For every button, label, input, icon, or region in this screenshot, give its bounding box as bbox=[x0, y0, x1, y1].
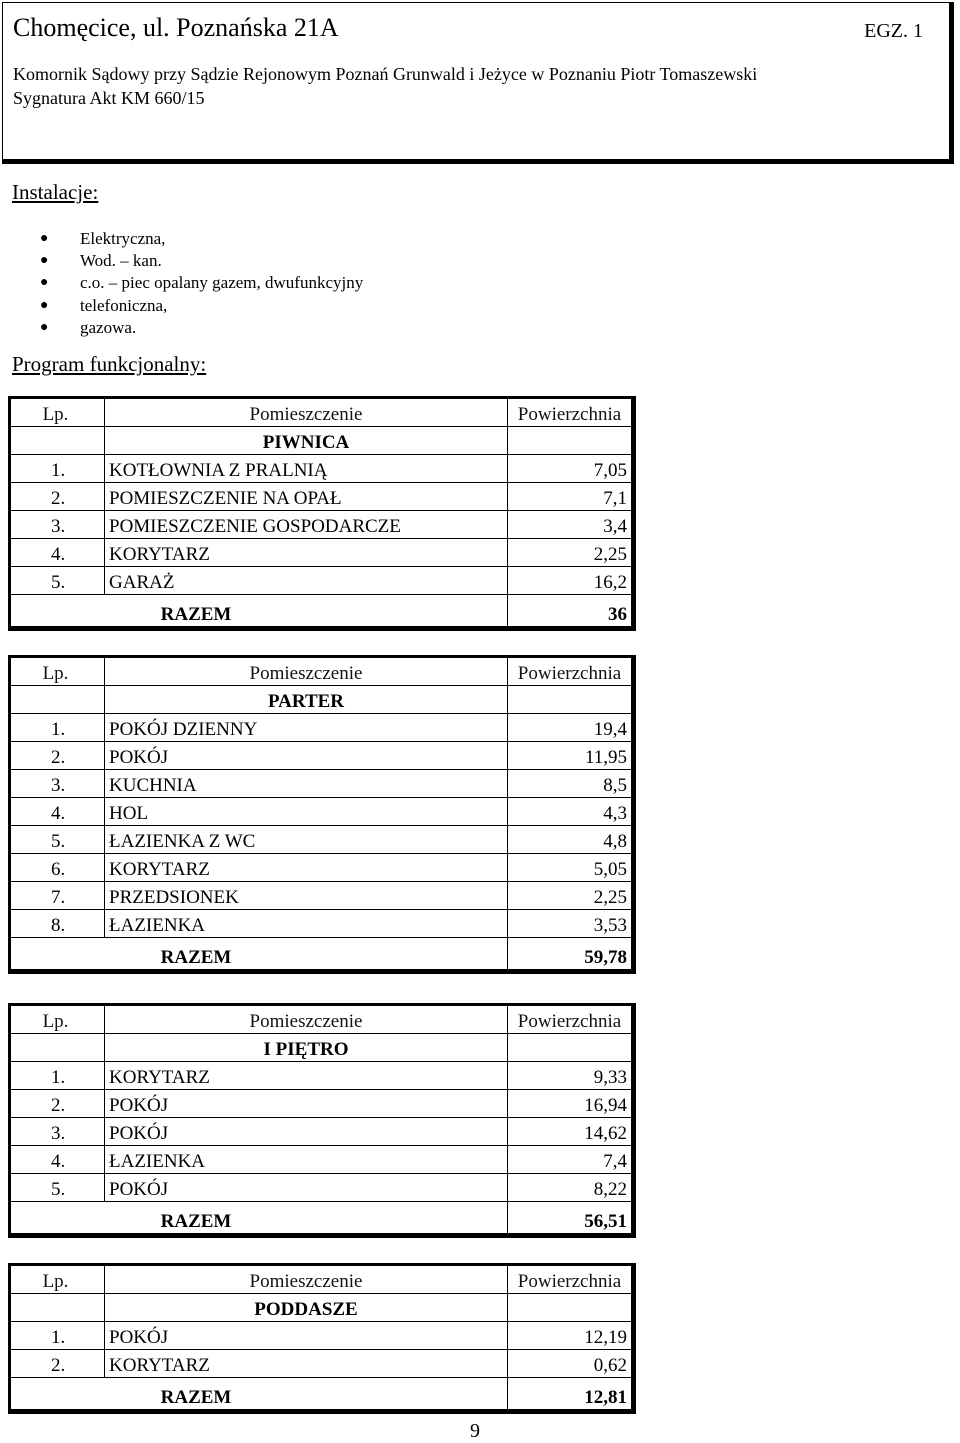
row-room: ŁAZIENKA bbox=[105, 910, 508, 938]
row-room: HOL bbox=[105, 798, 508, 826]
program-heading: Program funkcjonalny: bbox=[12, 352, 207, 376]
floor-row bbox=[11, 1294, 632, 1322]
row-lp: 1. bbox=[11, 714, 105, 742]
row-room: KOTŁOWNIA Z PRALNIĄ bbox=[105, 455, 508, 483]
row-lp: 2. bbox=[11, 483, 105, 511]
row-lp: 1. bbox=[11, 1062, 105, 1090]
floor-name: PARTER bbox=[105, 686, 508, 714]
row-area: 7,05 bbox=[508, 455, 632, 483]
row-lp: 5. bbox=[11, 567, 105, 595]
table-row bbox=[11, 1090, 632, 1118]
table-row bbox=[11, 511, 632, 539]
total-label: RAZEM bbox=[11, 1378, 508, 1410]
bailiff-line: Komornik Sądowy przy Sądzie Rejonowym Poznań Grunwald i Jeżyce w Poznaniu Piotr Tomaszewski bbox=[13, 64, 758, 84]
total-row bbox=[11, 1202, 632, 1234]
table-row bbox=[11, 854, 632, 882]
bullet-icon: ● bbox=[40, 231, 49, 247]
row-room: POKÓJ bbox=[105, 1118, 508, 1146]
copy-number: EGZ. 1 bbox=[864, 20, 923, 42]
row-area: 16,94 bbox=[508, 1090, 632, 1118]
bullet-icon: ● bbox=[40, 253, 49, 269]
column-header-lp: Lp. bbox=[11, 1266, 105, 1294]
row-room: POKÓJ bbox=[105, 1322, 508, 1350]
row-lp: 2. bbox=[11, 742, 105, 770]
row-lp: 8. bbox=[11, 910, 105, 938]
row-area: 11,95 bbox=[508, 742, 632, 770]
floor-lp-cell bbox=[11, 1294, 105, 1322]
table-row bbox=[11, 742, 632, 770]
bullet-icon: ● bbox=[40, 319, 49, 335]
list-item: ● gazowa. bbox=[40, 317, 137, 337]
floor-row bbox=[11, 427, 632, 455]
floor-area-cell bbox=[508, 1294, 632, 1322]
table-row bbox=[11, 1062, 632, 1090]
total-label: RAZEM bbox=[11, 595, 508, 627]
column-header-lp: Lp. bbox=[11, 658, 105, 686]
column-header-room: Pomieszczenie bbox=[105, 399, 508, 427]
page-number: 9 bbox=[470, 1420, 480, 1442]
row-area: 7,1 bbox=[508, 483, 632, 511]
floor-name: PIWNICA bbox=[105, 427, 508, 455]
floor-lp-cell bbox=[11, 686, 105, 714]
floor-table bbox=[8, 1263, 636, 1414]
table-row bbox=[11, 910, 632, 938]
row-lp: 6. bbox=[11, 854, 105, 882]
row-room: POKÓJ DZIENNY bbox=[105, 714, 508, 742]
floor-table bbox=[8, 1003, 636, 1238]
row-area: 2,25 bbox=[508, 539, 632, 567]
floor-name: PODDASZE bbox=[105, 1294, 508, 1322]
row-lp: 1. bbox=[11, 455, 105, 483]
total-row bbox=[11, 595, 632, 627]
row-area: 14,62 bbox=[508, 1118, 632, 1146]
column-header-room: Pomieszczenie bbox=[105, 1266, 508, 1294]
column-header-area: Powierzchnia bbox=[508, 1006, 632, 1034]
row-room: POMIESZCZENIE NA OPAŁ bbox=[105, 483, 508, 511]
row-area: 3,53 bbox=[508, 910, 632, 938]
row-lp: 2. bbox=[11, 1350, 105, 1378]
row-room: ŁAZIENKA Z WC bbox=[105, 826, 508, 854]
row-area: 2,25 bbox=[508, 882, 632, 910]
table-header-row bbox=[11, 399, 632, 427]
row-lp: 4. bbox=[11, 1146, 105, 1174]
table-row bbox=[11, 1146, 632, 1174]
row-lp: 1. bbox=[11, 1322, 105, 1350]
row-lp: 3. bbox=[11, 1118, 105, 1146]
table-row bbox=[11, 1174, 632, 1202]
row-area: 5,05 bbox=[508, 854, 632, 882]
bullet-icon: ● bbox=[40, 275, 49, 291]
row-room: POKÓJ bbox=[105, 1090, 508, 1118]
row-area: 8,22 bbox=[508, 1174, 632, 1202]
row-room: KORYTARZ bbox=[105, 1062, 508, 1090]
total-value: 56,51 bbox=[508, 1202, 632, 1234]
column-header-area: Powierzchnia bbox=[508, 658, 632, 686]
table-row bbox=[11, 1118, 632, 1146]
case-reference: Sygnatura Akt KM 660/15 bbox=[13, 88, 205, 108]
total-value: 59,78 bbox=[508, 938, 632, 970]
total-row bbox=[11, 1378, 632, 1410]
row-area: 0,62 bbox=[508, 1350, 632, 1378]
table-row bbox=[11, 455, 632, 483]
row-area: 12,19 bbox=[508, 1322, 632, 1350]
column-header-room: Pomieszczenie bbox=[105, 658, 508, 686]
table-row bbox=[11, 714, 632, 742]
column-header-lp: Lp. bbox=[11, 1006, 105, 1034]
floor-lp-cell bbox=[11, 1034, 105, 1062]
row-lp: 5. bbox=[11, 826, 105, 854]
floor-table bbox=[8, 655, 636, 974]
row-room: KORYTARZ bbox=[105, 539, 508, 567]
row-area: 7,4 bbox=[508, 1146, 632, 1174]
table-header-row bbox=[11, 658, 632, 686]
table-row bbox=[11, 567, 632, 595]
total-label: RAZEM bbox=[11, 1202, 508, 1234]
page-title: Chomęcice, ul. Poznańska 21A bbox=[13, 13, 339, 42]
table-row bbox=[11, 1350, 632, 1378]
table-header-row bbox=[11, 1266, 632, 1294]
floor-area-cell bbox=[508, 686, 632, 714]
row-room: POMIESZCZENIE GOSPODARCZE bbox=[105, 511, 508, 539]
row-lp: 2. bbox=[11, 1090, 105, 1118]
bullet-icon: ● bbox=[40, 297, 49, 313]
row-room: KUCHNIA bbox=[105, 770, 508, 798]
row-lp: 3. bbox=[11, 511, 105, 539]
floor-area-cell bbox=[508, 427, 632, 455]
floor-table bbox=[8, 396, 636, 631]
table-row bbox=[11, 798, 632, 826]
column-header-lp: Lp. bbox=[11, 399, 105, 427]
table-row bbox=[11, 1322, 632, 1350]
row-room: KORYTARZ bbox=[105, 1350, 508, 1378]
table-row bbox=[11, 826, 632, 854]
floor-row bbox=[11, 686, 632, 714]
row-area: 4,8 bbox=[508, 826, 632, 854]
row-area: 8,5 bbox=[508, 770, 632, 798]
row-area: 19,4 bbox=[508, 714, 632, 742]
column-header-room: Pomieszczenie bbox=[105, 1006, 508, 1034]
table-row bbox=[11, 483, 632, 511]
table-header-row bbox=[11, 1006, 632, 1034]
list-item: ● Wod. – kan. bbox=[40, 251, 162, 271]
floor-lp-cell bbox=[11, 427, 105, 455]
row-lp: 4. bbox=[11, 798, 105, 826]
row-lp: 5. bbox=[11, 1174, 105, 1202]
row-lp: 4. bbox=[11, 539, 105, 567]
installations-heading: Instalacje: bbox=[12, 180, 99, 204]
row-area: 16,2 bbox=[508, 567, 632, 595]
row-area: 4,3 bbox=[508, 798, 632, 826]
row-room: PRZEDSIONEK bbox=[105, 882, 508, 910]
table-row bbox=[11, 539, 632, 567]
floor-row bbox=[11, 1034, 632, 1062]
row-area: 3,4 bbox=[508, 511, 632, 539]
total-label: RAZEM bbox=[11, 938, 508, 970]
installations-list bbox=[40, 228, 363, 339]
list-item: ● c.o. – piec opalany gazem, dwufunkcyjny bbox=[40, 273, 364, 293]
total-value: 36 bbox=[508, 595, 632, 627]
row-area: 9,33 bbox=[508, 1062, 632, 1090]
row-room: POKÓJ bbox=[105, 1174, 508, 1202]
column-header-area: Powierzchnia bbox=[508, 1266, 632, 1294]
total-value: 12,81 bbox=[508, 1378, 632, 1410]
table-row bbox=[11, 770, 632, 798]
row-room: GARAŻ bbox=[105, 567, 508, 595]
floor-area-cell bbox=[508, 1034, 632, 1062]
total-row bbox=[11, 938, 632, 970]
list-item: ● Elektryczna, bbox=[40, 229, 166, 249]
table-row bbox=[11, 882, 632, 910]
row-lp: 3. bbox=[11, 770, 105, 798]
header-box bbox=[2, 2, 954, 164]
row-room: ŁAZIENKA bbox=[105, 1146, 508, 1174]
floor-name: I PIĘTRO bbox=[105, 1034, 508, 1062]
column-header-area: Powierzchnia bbox=[508, 399, 632, 427]
row-room: POKÓJ bbox=[105, 742, 508, 770]
row-room: KORYTARZ bbox=[105, 854, 508, 882]
list-item: ● telefoniczna, bbox=[40, 295, 168, 315]
row-lp: 7. bbox=[11, 882, 105, 910]
